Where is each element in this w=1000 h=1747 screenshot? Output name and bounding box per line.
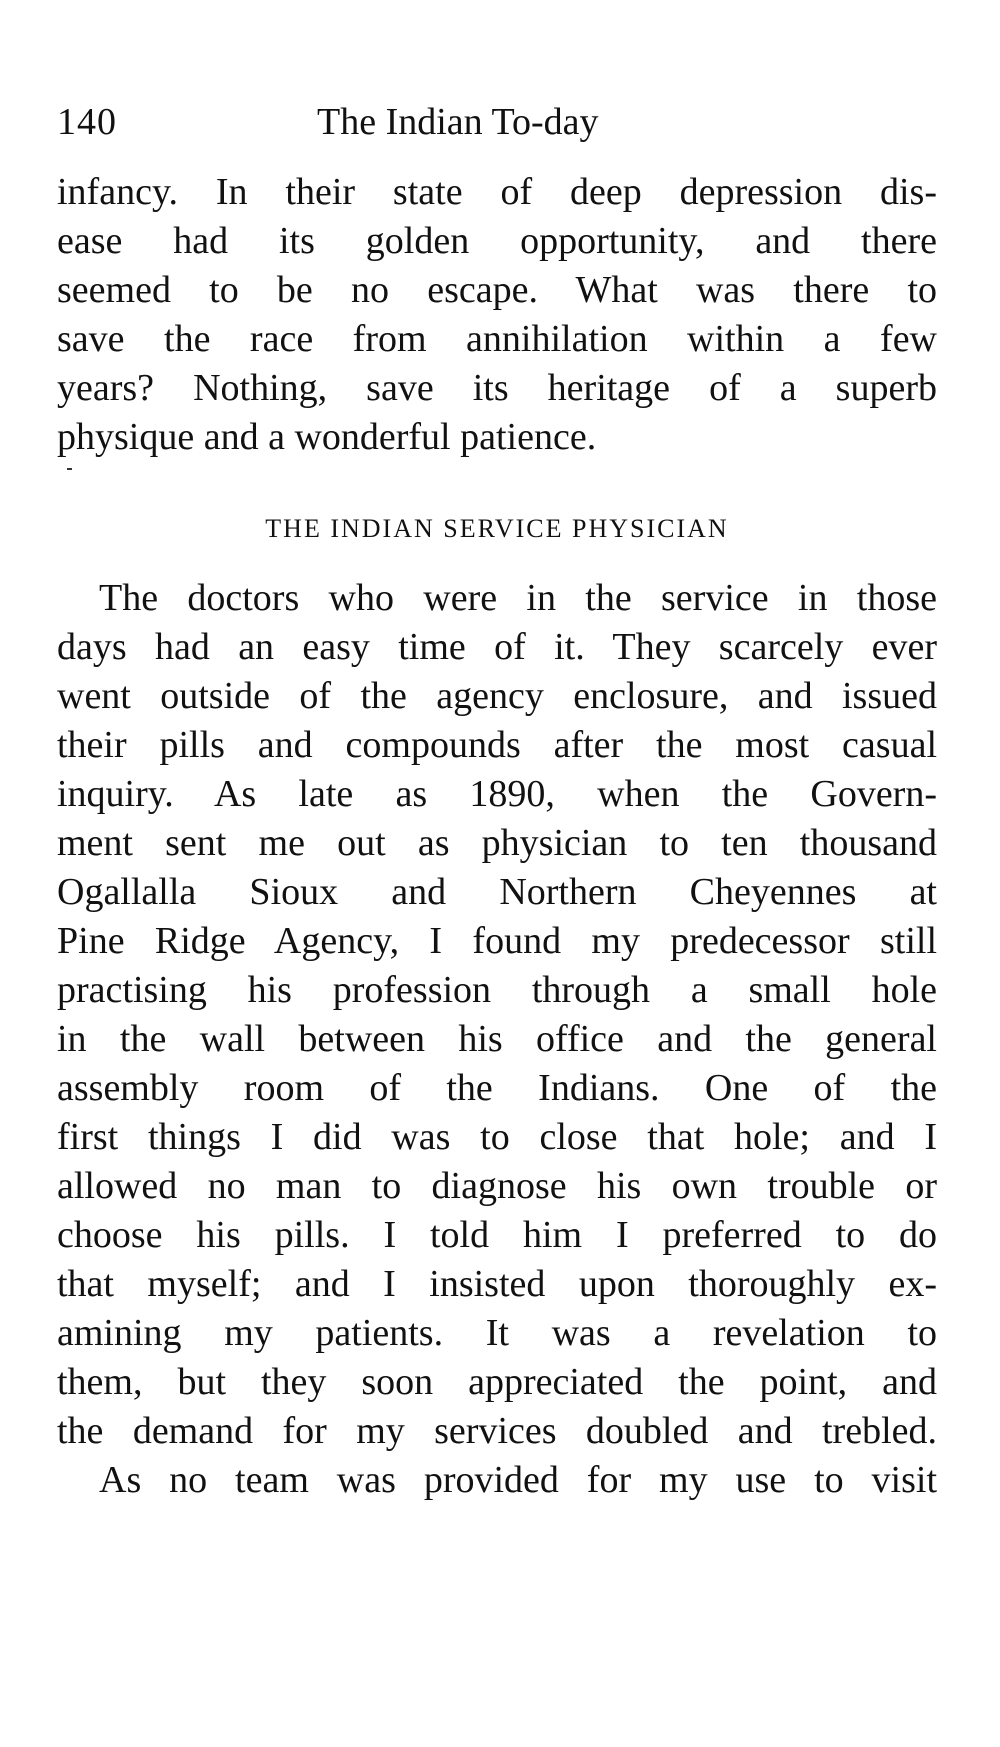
text-line: practising his profession through a small hole	[57, 969, 937, 1011]
text-line: The doctors who were in the service in those	[99, 577, 937, 619]
running-head	[57, 100, 937, 160]
text-line: inquiry. As late as 1890, when the Govern-	[57, 773, 937, 815]
text-line: years? Nothing, save its heritage of a superb	[57, 367, 937, 409]
text-line: their pills and compounds after the most casual	[57, 724, 937, 766]
text-line: Ogallalla Sioux and Northern Cheyennes at	[57, 871, 937, 913]
text-line: days had an easy time of it. They scarcely ever	[57, 626, 937, 668]
paragraph-body	[57, 574, 937, 1456]
text-line: assembly room of the Indians. One of the	[57, 1067, 937, 1109]
section-heading: THE INDIAN SERVICE PHYSICIAN	[265, 514, 729, 543]
paragraph-continuation	[57, 168, 937, 462]
print-speck	[67, 468, 72, 470]
running-title: The Indian To-day	[317, 101, 599, 143]
text-line: Pine Ridge Agency, I found my predecessor still	[57, 920, 937, 962]
text-line: amining my patients. It was a revelation to	[57, 1312, 937, 1354]
text-line: ease had its golden opportunity, and there	[57, 220, 937, 262]
text-line: seemed to be no escape. What was there to	[57, 269, 937, 311]
text-line: ment sent me out as physician to ten thousand	[57, 822, 937, 864]
text-line: physique and a wonderful patience.	[57, 416, 597, 458]
text-line: in the wall between his office and the general	[57, 1018, 937, 1060]
text-line: save the race from annihilation within a few	[57, 318, 937, 360]
text-line: them, but they soon appreciated the point, and	[57, 1361, 937, 1403]
text-line: that myself; and I insisted upon thoroughly ex-	[57, 1263, 937, 1305]
text-line: went outside of the agency enclosure, and issued	[57, 675, 937, 717]
paragraph-body	[57, 1456, 937, 1505]
text-line: infancy. In their state of deep depression dis-	[57, 171, 937, 213]
page-number: 140	[57, 101, 117, 143]
text-line: choose his pills. I told him I preferred to do	[57, 1214, 937, 1256]
book-page	[57, 100, 937, 1505]
text-line: As no team was provided for my use to visit	[99, 1459, 937, 1501]
text-line: first things I did was to close that hole; and I	[57, 1116, 937, 1158]
text-line: allowed no man to diagnose his own trouble or	[57, 1165, 937, 1207]
text-line: the demand for my services doubled and trebled.	[57, 1410, 937, 1452]
